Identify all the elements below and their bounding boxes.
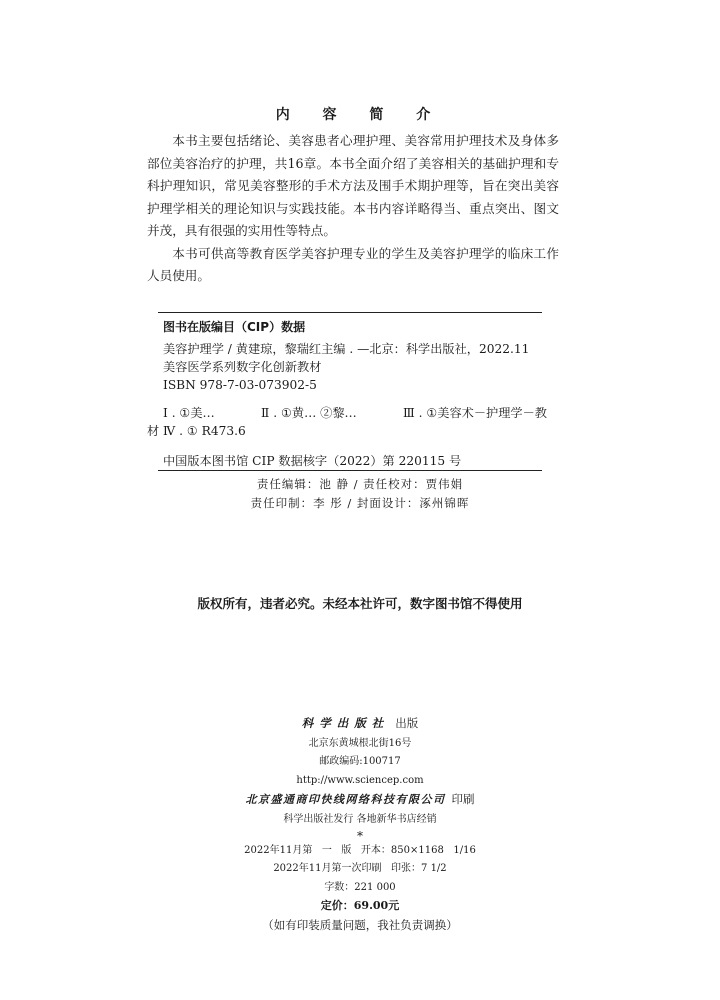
cip-number: 中国版本图书馆 CIP 数据核字（2022）第 220115 号 [163, 454, 462, 468]
publisher-logo: 科学出版社 [301, 716, 390, 730]
summary-paragraph: 本书主要包括绪论、美容患者心理护理、美容常用护理技术及身体多部位美容治疗的护理，共16章。本书全面介绍了美容相关的基础护理和专科护理知识，常见美容整形的手术方法及围手术期护理等，旨在突出美容护理学相关的理论知识与实践技能。本书内容详略得当、重点突出、图文并茂，具有很强的实用性等特点。 [147, 133, 559, 238]
cip-top-rule [158, 312, 542, 313]
printer-name: 北京盛通商印快线网络科技有限公司 [245, 793, 446, 807]
word-count: 字数：221 000 [324, 881, 396, 893]
edition-line: 2022年11月第 一 版 开本：850×1168 1/16 [244, 844, 476, 856]
cip-class-part: Ⅰ . ①美… [163, 406, 215, 420]
cip-class-part: Ⅲ . ①美容术－护理学－教 [403, 406, 547, 420]
cip-bottom-rule [158, 470, 542, 471]
printer-line [0, 790, 720, 811]
editor-credits [0, 475, 720, 513]
colophon [0, 714, 720, 935]
impression-line: 2022年11月第一次印刷 印张：7 1/2 [273, 863, 447, 875]
price: 定价：69.00元 [320, 899, 400, 913]
cip-class-part: Ⅱ . ①黄… ②黎… [261, 406, 357, 420]
cip-isbn-line: ISBN 978-7-03-073902-5 [163, 378, 317, 392]
website: http://www.sciencep.com [296, 774, 424, 786]
cip-classification-line [163, 404, 547, 422]
publisher-address: 北京东黄城根北街16号 [308, 737, 412, 749]
publisher-line [0, 714, 720, 735]
summary-paragraph: 本书可供高等教育医学美容护理专业的学生及美容护理学的临床工作人员使用。 [147, 245, 559, 283]
cip-block [147, 318, 547, 470]
cip-classification-line2: 材 Ⅳ . ① R473.6 [147, 424, 246, 438]
credit-line: 责任编辑：池 静 / 责任校对：贾伟娟 [256, 477, 464, 491]
quality-note: （如有印装质量问题，我社负责调换） [262, 917, 458, 932]
distribution-line: 科学出版社发行 各地新华书店经销 [283, 813, 437, 825]
cip-series-line: 美容医学系列数字化创新教材 [163, 360, 322, 374]
cip-heading: 图书在版编目（CIP）数据 [163, 320, 306, 334]
rights-notice: 版权所有，违者必究。未经本社许可，数字图书馆不得使用 [197, 596, 523, 611]
summary-title: 内 容 简 介 [275, 107, 445, 123]
credit-line: 责任印制：李 彤 / 封面设计：涿州锦晖 [250, 496, 470, 510]
publish-action: 出版 [395, 716, 419, 730]
summary-text [147, 130, 559, 288]
separator-star: * [357, 828, 363, 843]
postcode: 邮政编码:100717 [319, 756, 401, 768]
cip-title-line: 美容护理学 / 黄建琼，黎瑞红主编 . —北京：科学出版社，2022.11 [163, 342, 530, 356]
print-action: 印刷 [451, 792, 475, 807]
